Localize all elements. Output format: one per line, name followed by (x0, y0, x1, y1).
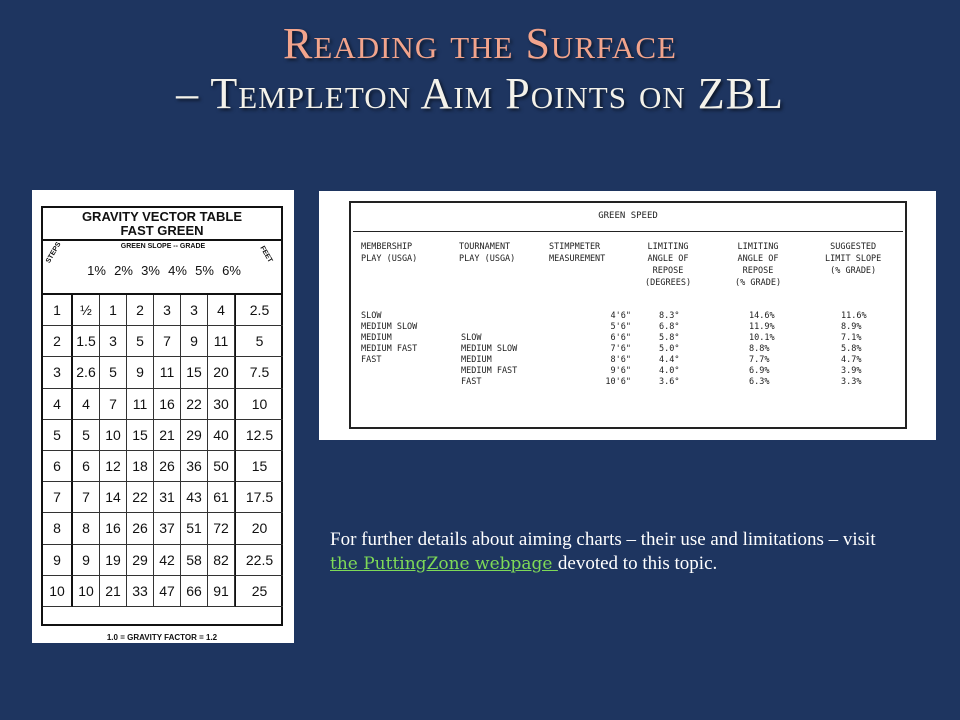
feet-cell: 20 (235, 513, 283, 544)
value-cell: 4 (73, 389, 100, 420)
step-cell: 4 (43, 389, 73, 420)
step-cell: 3 (43, 357, 73, 388)
value-cell: 72 (208, 513, 235, 544)
green-speed-column-grade (749, 311, 775, 388)
percent-header: 6% (222, 263, 241, 278)
green-speed-header: MEMBERSHIP PLAY (USGA) (361, 242, 418, 264)
green-speed-cell: 7.7% (749, 355, 770, 365)
value-cell: 51 (181, 513, 208, 544)
green-speed-cell: 7.1% (841, 333, 862, 343)
green-speed-cell: 8'6" (610, 355, 631, 365)
value-cell: 91 (208, 576, 235, 607)
green-speed-cell: 10'6" (605, 377, 631, 387)
green-speed-cell: 6.9% (749, 366, 770, 376)
title-line-1: Reading the Surface (283, 19, 677, 68)
value-cell: 8 (73, 513, 100, 544)
green-speed-header: SUGGESTED LIMIT SLOPE (% GRADE) (825, 242, 882, 276)
value-cell: 66 (181, 576, 208, 607)
value-cell: 47 (154, 576, 181, 607)
green-speed-cell: 9'6" (610, 366, 631, 376)
green-speed-cell: FAST (461, 377, 482, 387)
value-cell: 31 (154, 482, 181, 513)
steps-label: STEPS (45, 241, 63, 265)
green-speed-cell: 3.6° (659, 377, 680, 387)
value-cell: 26 (127, 513, 154, 544)
green-speed-cell: MEDIUM SLOW (361, 322, 418, 332)
green-speed-cell: 8.8% (749, 344, 770, 354)
value-cell: 1.5 (73, 326, 100, 357)
green-speed-cell: MEDIUM (361, 333, 392, 343)
value-cell: 21 (100, 576, 127, 607)
value-cell: 3 (100, 326, 127, 357)
value-cell: 5 (127, 326, 154, 357)
value-cell: 37 (154, 513, 181, 544)
further-details-paragraph (330, 528, 890, 576)
green-speed-header: TOURNAMENT PLAY (USGA) (459, 242, 516, 264)
value-cell: 29 (127, 545, 154, 576)
value-cell: 22 (127, 482, 154, 513)
green-speed-cell: 6'6" (610, 333, 631, 343)
feet-cell: 10 (235, 389, 283, 420)
value-cell: 5 (100, 357, 127, 388)
feet-cell: 15 (235, 451, 283, 482)
value-cell: 11 (127, 389, 154, 420)
green-speed-cell: 5'6" (610, 322, 631, 332)
value-cell: 5 (73, 420, 100, 451)
green-speed-cell: 8.9% (841, 322, 862, 332)
green-speed-cell (461, 311, 517, 322)
paragraph-text-before: For further details about aiming charts – their use and limitations – visit (330, 529, 876, 550)
value-cell: 2.6 (73, 357, 100, 388)
gravity-vector-table-image (32, 190, 294, 643)
green-speed-cell: 5.8° (659, 333, 680, 343)
value-cell: 61 (208, 482, 235, 513)
value-cell: 14 (100, 482, 127, 513)
green-slope-label: GREEN SLOPE -- GRADE (120, 243, 206, 250)
step-cell: 2 (43, 326, 73, 357)
green-speed-cell: FAST (361, 355, 382, 365)
value-cell: 7 (73, 482, 100, 513)
step-cell: 6 (43, 451, 73, 482)
value-cell: 9 (73, 545, 100, 576)
value-cell: 7 (154, 326, 181, 357)
percent-header: 3% (141, 263, 160, 278)
feet-cell: 22.5 (235, 545, 283, 576)
value-cell: 3 (154, 295, 181, 326)
green-speed-column-tournament (461, 311, 517, 388)
step-cell: 10 (43, 576, 73, 607)
gravity-table-grid (43, 295, 281, 607)
green-speed-cell: MEDIUM FAST (461, 366, 518, 376)
feet-cell: 5 (235, 326, 283, 357)
value-cell: 18 (127, 451, 154, 482)
green-speed-cell: 4.4° (659, 355, 680, 365)
value-cell: 20 (208, 357, 235, 388)
green-speed-cell: 5.0° (659, 344, 680, 354)
step-cell: 7 (43, 482, 73, 513)
value-cell: 30 (208, 389, 235, 420)
percent-header: 1% (87, 263, 106, 278)
green-speed-cell: 8.3° (659, 311, 680, 321)
gravity-factor-footer: 1.0 = GRAVITY FACTOR = 1.2 (106, 633, 218, 642)
value-cell: 22 (181, 389, 208, 420)
green-speed-cell: 4.0° (659, 366, 680, 376)
percent-header: 4% (168, 263, 187, 278)
value-cell: 50 (208, 451, 235, 482)
value-cell: 2 (127, 295, 154, 326)
green-speed-cell: 4.7% (841, 355, 862, 365)
green-speed-cell: 14.6% (749, 311, 775, 321)
green-speed-cell: 4'6" (610, 311, 631, 321)
title-line-2: – Templeton Aim Points on ZBL (176, 69, 784, 118)
green-speed-cell (361, 377, 417, 388)
green-speed-cell: SLOW (461, 333, 482, 343)
green-speed-cell: MEDIUM FAST (361, 344, 418, 354)
green-speed-table (349, 201, 907, 429)
percent-header: 5% (195, 263, 214, 278)
value-cell: 19 (100, 545, 127, 576)
value-cell: 11 (208, 326, 235, 357)
green-speed-column-degrees (659, 311, 679, 388)
value-cell: 58 (181, 545, 208, 576)
value-cell: 11 (154, 357, 181, 388)
value-cell: 33 (127, 576, 154, 607)
divider (353, 231, 903, 232)
feet-cell: 17.5 (235, 482, 283, 513)
feet-cell: 7.5 (235, 357, 283, 388)
value-cell: 10 (100, 420, 127, 451)
value-cell: 7 (100, 389, 127, 420)
green-speed-cell: 7'6" (610, 344, 631, 354)
green-speed-table-image (319, 191, 936, 440)
green-speed-column-membership (361, 311, 417, 388)
green-speed-cell: 5.8% (841, 344, 862, 354)
green-speed-cell: 10.1% (749, 333, 775, 343)
feet-label: FEET (258, 245, 274, 264)
value-cell: 16 (154, 389, 181, 420)
feet-cell: 25 (235, 576, 283, 607)
gravity-table-title (43, 208, 281, 241)
value-cell: 3 (181, 295, 208, 326)
green-speed-cell: MEDIUM SLOW (461, 344, 518, 354)
step-cell: 1 (43, 295, 73, 326)
green-speed-cell: 3.9% (841, 366, 862, 376)
green-speed-header: LIMITING ANGLE OF REPOSE (% GRADE) (735, 242, 782, 288)
value-cell: 40 (208, 420, 235, 451)
feet-cell: 2.5 (235, 295, 283, 326)
green-speed-column-limit (841, 311, 867, 388)
green-speed-cell (461, 322, 517, 333)
gravity-vector-table (41, 206, 283, 642)
green-speed-cell: 3.3% (841, 377, 862, 387)
percent-header-row (83, 263, 245, 278)
gravity-table-title-line2: FAST GREEN (120, 223, 204, 238)
value-cell: 15 (181, 357, 208, 388)
value-cell: 9 (181, 326, 208, 357)
value-cell: 36 (181, 451, 208, 482)
value-cell: 26 (154, 451, 181, 482)
green-speed-cell: 6.8° (659, 322, 680, 332)
green-speed-cell: MEDIUM (461, 355, 492, 365)
value-cell: 12 (100, 451, 127, 482)
green-speed-cell: 6.3% (749, 377, 770, 387)
value-cell: 6 (73, 451, 100, 482)
gravity-table-header (43, 241, 281, 295)
gravity-table-title-line1: GRAVITY VECTOR TABLE (81, 209, 243, 224)
step-cell: 5 (43, 420, 73, 451)
value-cell: 29 (181, 420, 208, 451)
percent-header: 2% (114, 263, 133, 278)
value-cell: 10 (73, 576, 100, 607)
green-speed-column-stimpmeter (549, 311, 631, 388)
value-cell: 42 (154, 545, 181, 576)
value-cell: ½ (73, 295, 100, 326)
paragraph-text-after: devoted to this topic. (557, 553, 718, 574)
value-cell: 82 (208, 545, 235, 576)
green-speed-cell (361, 366, 417, 377)
puttingzone-link[interactable]: the PuttingZone webpage (330, 554, 558, 574)
value-cell: 21 (154, 420, 181, 451)
green-speed-cell: SLOW (361, 311, 382, 321)
feet-cell: 12.5 (235, 420, 283, 451)
value-cell: 4 (208, 295, 235, 326)
value-cell: 16 (100, 513, 127, 544)
green-speed-cell: 11.9% (749, 322, 775, 332)
green-speed-header: STIMPMETER MEASUREMENT (549, 242, 606, 264)
green-speed-cell: 11.6% (841, 311, 867, 321)
value-cell: 9 (127, 357, 154, 388)
value-cell: 1 (100, 295, 127, 326)
green-speed-title: GREEN SPEED (598, 211, 658, 221)
value-cell: 43 (181, 482, 208, 513)
value-cell: 15 (127, 420, 154, 451)
step-cell: 8 (43, 513, 73, 544)
green-speed-header: LIMITING ANGLE OF REPOSE (DEGREES) (645, 242, 692, 288)
step-cell: 9 (43, 545, 73, 576)
